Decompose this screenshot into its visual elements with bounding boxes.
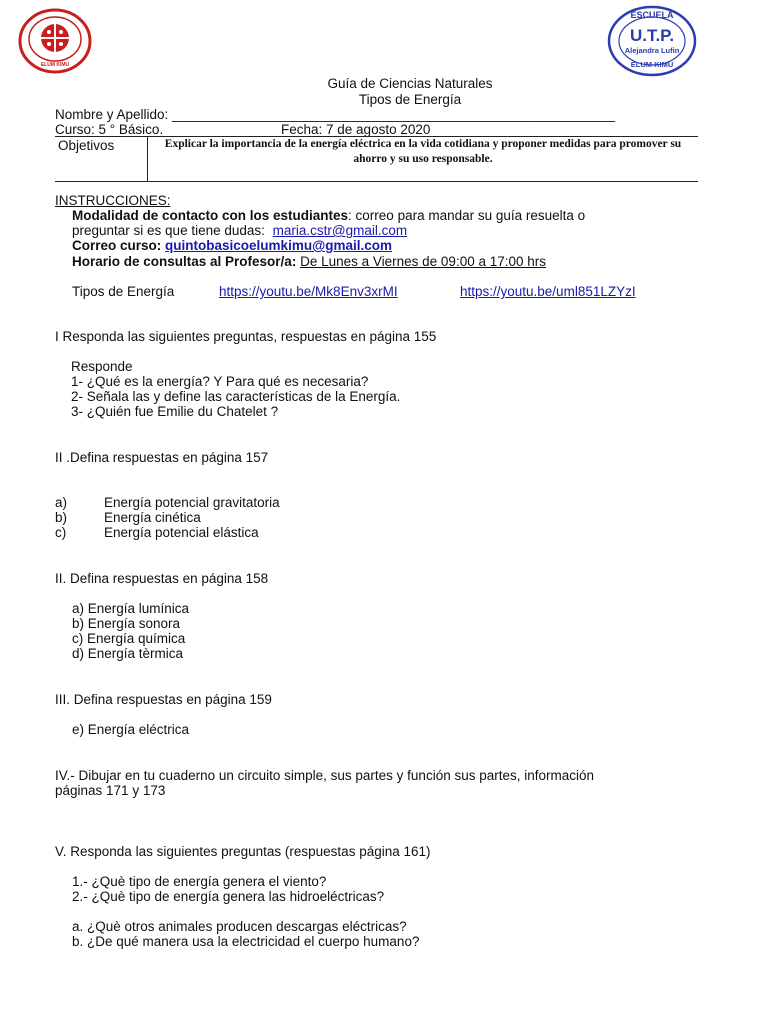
- objectives-divider: [147, 136, 148, 181]
- contact-line-2: [72, 223, 407, 238]
- section-3-title: II. Defina respuestas en página 158: [55, 571, 269, 586]
- course-email-label: Correo curso:: [72, 238, 162, 253]
- section-3-item-a: a) Energía lumínica: [72, 601, 190, 616]
- section-6-question-b: b. ¿De qué manera usa la electricidad el cuerpo humano?: [72, 934, 420, 949]
- school-logo: [18, 8, 92, 74]
- page-subtitle: Tipos de Energía: [358, 92, 462, 107]
- stamp-title: U.T.P.: [629, 26, 675, 45]
- stamp-bottom: ELUM KIMU: [630, 60, 674, 69]
- section-1-title: I Responda las siguientes preguntas, respuestas en página 155: [55, 329, 437, 344]
- section-1-responde: Responde: [71, 359, 133, 374]
- video-link-1[interactable]: https://youtu.be/Mk8Env3xrMI: [219, 284, 398, 299]
- page-title: Guía de Ciencias Naturales: [327, 76, 493, 91]
- section-2-item-a: Energía potencial gravitatoria: [104, 495, 280, 510]
- section-2-item-a-letter: a): [55, 495, 68, 510]
- stamp-top: ESCUELA: [630, 10, 674, 20]
- section-3-item-b: b) Energía sonora: [72, 616, 181, 631]
- name-field: Nombre y Apellido: ___________________________________________________________: [55, 107, 616, 122]
- section-2-item-c: Energía potencial elástica: [104, 525, 259, 540]
- objectives-label: Objetivos: [58, 138, 115, 153]
- course-label: Curso: 5 ° Básico.: [55, 122, 164, 137]
- contact-label: Modalidad de contacto con los estudiantes: [72, 208, 349, 223]
- section-2-item-c-letter: c): [55, 525, 67, 540]
- contact-text: : correo para mandar su guía resuelta o: [348, 208, 586, 223]
- section-1-question-3: 3- ¿Quién fue Emilie du Chatelet ?: [71, 404, 279, 419]
- utp-stamp: [606, 4, 698, 78]
- course-email-link[interactable]: quintobasicoelumkimu@gmail.com: [165, 238, 392, 253]
- section-1-question-1: 1- ¿Qué es la energía? Y Para qué es necesaria?: [71, 374, 369, 389]
- section-2-item-b-letter: b): [55, 510, 68, 525]
- course-email-line: [72, 238, 392, 253]
- instructions-title-text: INSTRUCCIONES:: [55, 193, 171, 208]
- section-6-question-a: a. ¿Què otros animales producen descargas eléctricas?: [72, 919, 407, 934]
- objectives-text: Explicar la importancia de la energía eléctrica en la vida cotidiana y proponer medidas para promover su ahorro y su uso responsable.: [164, 138, 682, 165]
- section-5-line-1: IV.- Dibujar en tu cuaderno un circuito simple, sus partes y función sus partes, información: [55, 768, 595, 783]
- section-6-question-2: 2.- ¿Què tipo de energía genera las hidroeléctricas?: [72, 889, 385, 904]
- objectives-bottom-border: [55, 181, 698, 182]
- contact-text-2: preguntar si es que tiene dudas:: [72, 223, 265, 238]
- section-2-item-b: Energía cinética: [104, 510, 201, 525]
- stamp-name: Alejandra Lufin: [624, 46, 680, 55]
- date-label: Fecha: 7 de agosto 2020: [281, 122, 431, 137]
- instructions-title: [55, 193, 171, 208]
- logo-bottom-text: ELUM KIMU: [40, 62, 70, 68]
- contact-email-link[interactable]: maria.cstr@gmail.com: [272, 223, 408, 238]
- section-3-item-c: c) Energía química: [72, 631, 186, 646]
- section-4-item-e: e) Energía eléctrica: [72, 722, 190, 737]
- section-2-title: II .Defina respuestas en página 157: [55, 450, 269, 465]
- video-link-2[interactable]: https://youtu.be/uml851LZYzI: [460, 284, 636, 299]
- section-3-item-d: d) Energía tèrmica: [72, 646, 184, 661]
- section-4-title: III. Defina respuestas en página 159: [55, 692, 272, 707]
- contact-line: [72, 208, 585, 223]
- hours-text: De Lunes a Viernes de 09:00 a 17:00 hrs: [300, 254, 547, 269]
- section-6-question-1: 1.- ¿Què tipo de energía genera el viento?: [72, 874, 327, 889]
- video-label: Tipos de Energía: [72, 284, 175, 299]
- section-1-question-2: 2- Señala las y define las características de la Energía.: [71, 389, 401, 404]
- hours-line: [72, 254, 546, 269]
- hours-label: Horario de consultas al Profesor/a:: [72, 254, 297, 269]
- section-6-title: V. Responda las siguientes preguntas (respuestas página 161): [55, 844, 431, 859]
- section-5-line-2: páginas 171 y 173: [55, 783, 166, 798]
